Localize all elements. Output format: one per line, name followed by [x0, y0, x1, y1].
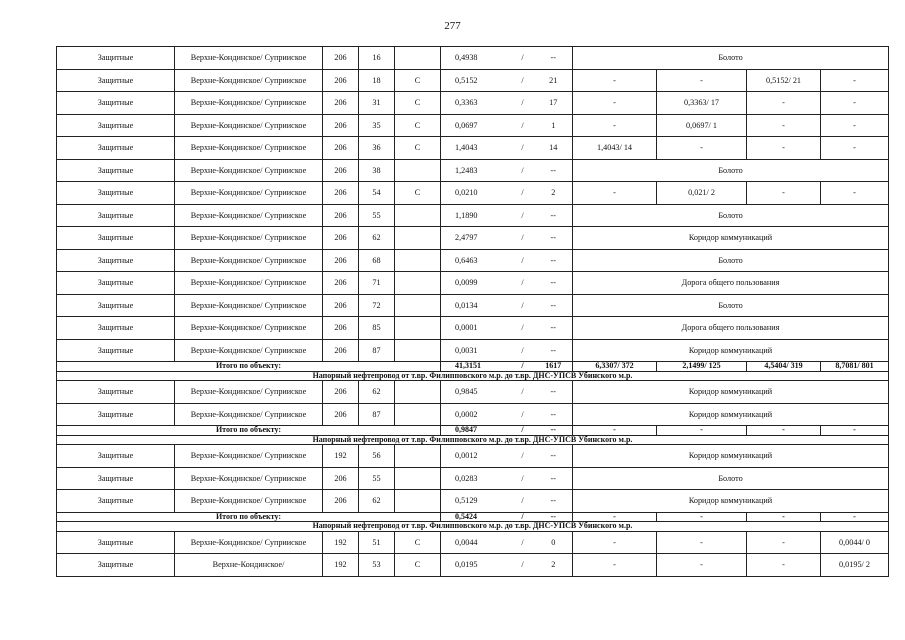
separator-cell: / — [511, 317, 535, 340]
land-type-cell: Болото — [573, 159, 889, 182]
protection-category-cell: Защитные — [57, 137, 175, 160]
species-cell — [395, 249, 441, 272]
separator-cell: / — [511, 294, 535, 317]
separator-cell: / — [511, 249, 535, 272]
breakdown-cell: - — [657, 554, 747, 577]
separator-cell: / — [511, 69, 535, 92]
species-cell: С — [395, 92, 441, 115]
area-cell: 0,0031 — [441, 339, 511, 362]
volume-cell: -- — [535, 445, 573, 468]
table-row — [57, 114, 889, 137]
separator-cell: / — [511, 445, 535, 468]
table-row — [57, 159, 889, 182]
separator-cell: / — [511, 92, 535, 115]
separator-cell: / — [511, 114, 535, 137]
table-row — [57, 531, 889, 554]
breakdown-cell: 0,5152/ 21 — [747, 69, 821, 92]
volume-cell: -- — [535, 204, 573, 227]
allotment-number-cell: 38 — [359, 159, 395, 182]
area-cell: 0,0012 — [441, 445, 511, 468]
species-cell: С — [395, 531, 441, 554]
table-row — [57, 182, 889, 205]
volume-cell: -- — [535, 317, 573, 340]
volume-cell: -- — [535, 249, 573, 272]
land-type-cell: Коридор коммуникаций — [573, 227, 889, 250]
separator-cell: / — [511, 467, 535, 490]
table-row — [57, 47, 889, 70]
land-type-cell: Болото — [573, 204, 889, 227]
quarter-number-cell: 206 — [323, 339, 359, 362]
volume-cell: 2 — [535, 182, 573, 205]
section-header-row — [57, 435, 889, 445]
breakdown-cell: - — [747, 114, 821, 137]
breakdown-cell: - — [821, 182, 889, 205]
species-cell — [395, 339, 441, 362]
species-cell: С — [395, 182, 441, 205]
volume-cell: 21 — [535, 69, 573, 92]
allotment-number-cell: 72 — [359, 294, 395, 317]
protection-category-cell: Защитные — [57, 92, 175, 115]
allotment-number-cell: 55 — [359, 204, 395, 227]
protection-category-cell: Защитные — [57, 317, 175, 340]
area-cell: 0,0283 — [441, 467, 511, 490]
forestry-district-cell: Верхне-Кондинское/ Суприиское — [175, 159, 323, 182]
section-title: Напорный нефтепровод от т.вр. Филипповского м.р. до т.вр. ДНС-УПСВ Убинского м.р. — [57, 371, 889, 381]
table-row — [57, 467, 889, 490]
table-row — [57, 92, 889, 115]
allotment-number-cell: 51 — [359, 531, 395, 554]
protection-category-cell: Защитные — [57, 490, 175, 513]
object-total-row — [57, 512, 889, 522]
protection-category-cell: Защитные — [57, 272, 175, 295]
separator-cell: / — [511, 47, 535, 70]
breakdown-cell: - — [747, 531, 821, 554]
breakdown-cell: 1,4043/ 14 — [573, 137, 657, 160]
forestry-district-cell: Верхне-Кондинское/ Суприиское — [175, 92, 323, 115]
table-row — [57, 69, 889, 92]
table-row — [57, 403, 889, 426]
total-breakdown-cell: - — [657, 426, 747, 436]
allotment-number-cell: 62 — [359, 227, 395, 250]
forestry-district-cell: Верхне-Кондинское/ Суприиское — [175, 227, 323, 250]
quarter-number-cell: 206 — [323, 317, 359, 340]
breakdown-cell: 0,3363/ 17 — [657, 92, 747, 115]
quarter-number-cell: 206 — [323, 490, 359, 513]
quarter-number-cell: 206 — [323, 403, 359, 426]
area-cell: 0,0002 — [441, 403, 511, 426]
volume-cell: -- — [535, 159, 573, 182]
protection-category-cell: Защитные — [57, 69, 175, 92]
breakdown-cell: - — [747, 182, 821, 205]
allotment-number-cell: 18 — [359, 69, 395, 92]
total-area-cell: 41,3151 — [441, 362, 511, 372]
protection-category-cell: Защитные — [57, 467, 175, 490]
page-number: 277 — [444, 20, 461, 32]
quarter-number-cell: 206 — [323, 92, 359, 115]
volume-cell: -- — [535, 227, 573, 250]
protection-category-cell: Защитные — [57, 47, 175, 70]
land-type-cell: Коридор коммуникаций — [573, 445, 889, 468]
table-row — [57, 294, 889, 317]
total-volume-cell: 1617 — [535, 362, 573, 372]
section-header-row — [57, 371, 889, 381]
protection-category-cell: Защитные — [57, 531, 175, 554]
forestry-district-cell: Верхне-Кондинское/ Суприиское — [175, 294, 323, 317]
table-body — [57, 47, 889, 577]
allotment-number-cell: 53 — [359, 554, 395, 577]
allotment-number-cell: 55 — [359, 467, 395, 490]
separator-cell: / — [511, 426, 535, 436]
quarter-number-cell: 206 — [323, 294, 359, 317]
area-cell: 0,0195 — [441, 554, 511, 577]
object-total-row — [57, 362, 889, 372]
land-type-cell: Болото — [573, 47, 889, 70]
protection-category-cell: Защитные — [57, 249, 175, 272]
protection-category-cell: Защитные — [57, 227, 175, 250]
total-breakdown-cell: - — [747, 426, 821, 436]
volume-cell: -- — [535, 294, 573, 317]
separator-cell: / — [511, 204, 535, 227]
species-cell — [395, 272, 441, 295]
separator-cell: / — [511, 182, 535, 205]
land-type-cell: Болото — [573, 467, 889, 490]
area-cell: 2,4797 — [441, 227, 511, 250]
forestry-district-cell: Верхне-Кондинское/ Суприиское — [175, 137, 323, 160]
separator-cell: / — [511, 272, 535, 295]
breakdown-cell: - — [747, 137, 821, 160]
allotment-number-cell: 16 — [359, 47, 395, 70]
protection-category-cell: Защитные — [57, 381, 175, 404]
land-type-cell: Коридор коммуникаций — [573, 339, 889, 362]
total-breakdown-cell: 6,3307/ 372 — [573, 362, 657, 372]
quarter-number-cell: 206 — [323, 272, 359, 295]
breakdown-cell: - — [821, 114, 889, 137]
area-cell: 0,0001 — [441, 317, 511, 340]
protection-category-cell: Защитные — [57, 445, 175, 468]
species-cell — [395, 294, 441, 317]
separator-cell: / — [511, 512, 535, 522]
breakdown-cell: - — [657, 531, 747, 554]
table-row — [57, 272, 889, 295]
forestry-district-cell: Верхне-Кондинское/ Суприиское — [175, 47, 323, 70]
forestry-district-cell: Верхне-Кондинское/ Суприиское — [175, 114, 323, 137]
forestry-district-cell: Верхне-Кондинское/ Суприиское — [175, 249, 323, 272]
total-breakdown-cell: - — [821, 512, 889, 522]
area-cell: 0,5152 — [441, 69, 511, 92]
forestry-district-cell: Верхне-Кондинское/ Суприиское — [175, 182, 323, 205]
allotment-number-cell: 31 — [359, 92, 395, 115]
quarter-number-cell: 206 — [323, 114, 359, 137]
allotment-number-cell: 87 — [359, 403, 395, 426]
area-cell: 0,4938 — [441, 47, 511, 70]
allotment-number-cell: 68 — [359, 249, 395, 272]
table-row — [57, 249, 889, 272]
total-breakdown-cell: - — [821, 426, 889, 436]
total-label-cell: Итого по объекту: — [57, 512, 441, 522]
species-cell: С — [395, 554, 441, 577]
forestry-district-cell: Верхне-Кондинское/ Суприиское — [175, 531, 323, 554]
land-type-cell: Болото — [573, 249, 889, 272]
separator-cell: / — [511, 227, 535, 250]
protection-category-cell: Защитные — [57, 159, 175, 182]
forestry-district-cell: Верхне-Кондинское/ Суприиское — [175, 490, 323, 513]
land-type-cell: Болото — [573, 294, 889, 317]
total-volume-cell: -- — [535, 426, 573, 436]
forestry-district-cell: Верхне-Кондинское/ Суприиское — [175, 317, 323, 340]
area-cell: 1,4043 — [441, 137, 511, 160]
quarter-number-cell: 206 — [323, 381, 359, 404]
area-cell: 0,0099 — [441, 272, 511, 295]
quarter-number-cell: 192 — [323, 445, 359, 468]
total-breakdown-cell: - — [657, 512, 747, 522]
forestry-district-cell: Верхне-Кондинское/ — [175, 554, 323, 577]
separator-cell: / — [511, 381, 535, 404]
quarter-number-cell: 192 — [323, 531, 359, 554]
breakdown-cell: 0,021/ 2 — [657, 182, 747, 205]
breakdown-cell: - — [747, 554, 821, 577]
volume-cell: -- — [535, 339, 573, 362]
forestry-district-cell: Верхне-Кондинское/ Суприиское — [175, 381, 323, 404]
breakdown-cell: - — [573, 531, 657, 554]
volume-cell: -- — [535, 381, 573, 404]
breakdown-cell: 0,0697/ 1 — [657, 114, 747, 137]
land-type-cell: Коридор коммуникаций — [573, 403, 889, 426]
protection-category-cell: Защитные — [57, 114, 175, 137]
separator-cell: / — [511, 490, 535, 513]
total-breakdown-cell: 4,5404/ 319 — [747, 362, 821, 372]
forestry-district-cell: Верхне-Кондинское/ Суприиское — [175, 339, 323, 362]
species-cell — [395, 490, 441, 513]
breakdown-cell: - — [657, 137, 747, 160]
quarter-number-cell: 206 — [323, 47, 359, 70]
species-cell — [395, 381, 441, 404]
allotment-number-cell: 85 — [359, 317, 395, 340]
allotment-number-cell: 54 — [359, 182, 395, 205]
protection-category-cell: Защитные — [57, 182, 175, 205]
volume-cell: 2 — [535, 554, 573, 577]
breakdown-cell: - — [821, 137, 889, 160]
area-cell: 0,0134 — [441, 294, 511, 317]
section-header-row — [57, 522, 889, 532]
separator-cell: / — [511, 531, 535, 554]
quarter-number-cell: 192 — [323, 554, 359, 577]
separator-cell: / — [511, 137, 535, 160]
total-breakdown-cell: - — [573, 512, 657, 522]
table-row — [57, 490, 889, 513]
breakdown-cell: - — [573, 92, 657, 115]
protection-category-cell: Защитные — [57, 403, 175, 426]
volume-cell: -- — [535, 272, 573, 295]
species-cell — [395, 159, 441, 182]
breakdown-cell: - — [573, 114, 657, 137]
quarter-number-cell: 206 — [323, 137, 359, 160]
total-breakdown-cell: 2,1499/ 125 — [657, 362, 747, 372]
table-row — [57, 339, 889, 362]
volume-cell: 0 — [535, 531, 573, 554]
forestry-district-cell: Верхне-Кондинское/ Суприиское — [175, 467, 323, 490]
breakdown-cell: - — [657, 69, 747, 92]
protection-category-cell: Защитные — [57, 554, 175, 577]
forest-allocation-table — [56, 46, 889, 577]
allotment-number-cell: 87 — [359, 339, 395, 362]
species-cell — [395, 317, 441, 340]
table-row — [57, 204, 889, 227]
area-cell: 0,0044 — [441, 531, 511, 554]
breakdown-cell: - — [573, 182, 657, 205]
species-cell — [395, 227, 441, 250]
total-label-cell: Итого по объекту: — [57, 426, 441, 436]
quarter-number-cell: 206 — [323, 249, 359, 272]
volume-cell: -- — [535, 467, 573, 490]
protection-category-cell: Защитные — [57, 294, 175, 317]
allotment-number-cell: 36 — [359, 137, 395, 160]
area-cell: 1,1890 — [441, 204, 511, 227]
breakdown-cell: 0,0044/ 0 — [821, 531, 889, 554]
total-area-cell: 0,9847 — [441, 426, 511, 436]
quarter-number-cell: 206 — [323, 467, 359, 490]
table-row — [57, 137, 889, 160]
area-cell: 0,3363 — [441, 92, 511, 115]
total-label-cell: Итого по объекту: — [57, 362, 441, 372]
allotment-number-cell: 56 — [359, 445, 395, 468]
volume-cell: -- — [535, 403, 573, 426]
volume-cell: -- — [535, 490, 573, 513]
total-area-cell: 0,5424 — [441, 512, 511, 522]
breakdown-cell: - — [573, 69, 657, 92]
separator-cell: / — [511, 554, 535, 577]
table-row — [57, 227, 889, 250]
species-cell — [395, 445, 441, 468]
separator-cell: / — [511, 362, 535, 372]
area-cell: 0,0697 — [441, 114, 511, 137]
quarter-number-cell: 206 — [323, 159, 359, 182]
area-cell: 0,6463 — [441, 249, 511, 272]
quarter-number-cell: 206 — [323, 182, 359, 205]
land-type-cell: Дорога общего пользования — [573, 272, 889, 295]
table-row — [57, 381, 889, 404]
forestry-district-cell: Верхне-Кондинское/ Суприиское — [175, 403, 323, 426]
separator-cell: / — [511, 159, 535, 182]
breakdown-cell: - — [747, 92, 821, 115]
area-cell: 0,5129 — [441, 490, 511, 513]
separator-cell: / — [511, 339, 535, 362]
species-cell — [395, 403, 441, 426]
separator-cell: / — [511, 403, 535, 426]
forestry-district-cell: Верхне-Кондинское/ Суприиское — [175, 69, 323, 92]
protection-category-cell: Защитные — [57, 204, 175, 227]
total-breakdown-cell: - — [747, 512, 821, 522]
section-title: Напорный нефтепровод от т.вр. Филипповского м.р. до т.вр. ДНС-УПСВ Убинского м.р. — [57, 522, 889, 532]
total-breakdown-cell: 8,7081/ 801 — [821, 362, 889, 372]
area-cell: 0,0210 — [441, 182, 511, 205]
species-cell: С — [395, 137, 441, 160]
quarter-number-cell: 206 — [323, 69, 359, 92]
breakdown-cell: 0,0195/ 2 — [821, 554, 889, 577]
species-cell — [395, 204, 441, 227]
species-cell — [395, 467, 441, 490]
volume-cell: 17 — [535, 92, 573, 115]
volume-cell: -- — [535, 47, 573, 70]
area-cell: 0,9845 — [441, 381, 511, 404]
land-type-cell: Коридор коммуникаций — [573, 381, 889, 404]
allotment-number-cell: 71 — [359, 272, 395, 295]
species-cell: С — [395, 69, 441, 92]
land-type-cell: Дорога общего пользования — [573, 317, 889, 340]
breakdown-cell: - — [821, 69, 889, 92]
object-total-row — [57, 426, 889, 436]
table-row — [57, 554, 889, 577]
protection-category-cell: Защитные — [57, 339, 175, 362]
allotment-number-cell: 35 — [359, 114, 395, 137]
table-row — [57, 317, 889, 340]
area-cell: 1,2483 — [441, 159, 511, 182]
species-cell: С — [395, 114, 441, 137]
forestry-district-cell: Верхне-Кондинское/ Суприиское — [175, 272, 323, 295]
section-title: Напорный нефтепровод от т.вр. Филипповского м.р. до т.вр. ДНС-УПСВ Убинского м.р. — [57, 435, 889, 445]
allotment-number-cell: 62 — [359, 490, 395, 513]
allotment-number-cell: 62 — [359, 381, 395, 404]
total-volume-cell: -- — [535, 512, 573, 522]
breakdown-cell: - — [573, 554, 657, 577]
volume-cell: 1 — [535, 114, 573, 137]
quarter-number-cell: 206 — [323, 227, 359, 250]
table-row — [57, 445, 889, 468]
species-cell — [395, 47, 441, 70]
forestry-district-cell: Верхне-Кондинское/ Суприиское — [175, 204, 323, 227]
forestry-district-cell: Верхне-Кондинское/ Суприиское — [175, 445, 323, 468]
volume-cell: 14 — [535, 137, 573, 160]
total-breakdown-cell: - — [573, 426, 657, 436]
quarter-number-cell: 206 — [323, 204, 359, 227]
breakdown-cell: - — [821, 92, 889, 115]
land-type-cell: Коридор коммуникаций — [573, 490, 889, 513]
